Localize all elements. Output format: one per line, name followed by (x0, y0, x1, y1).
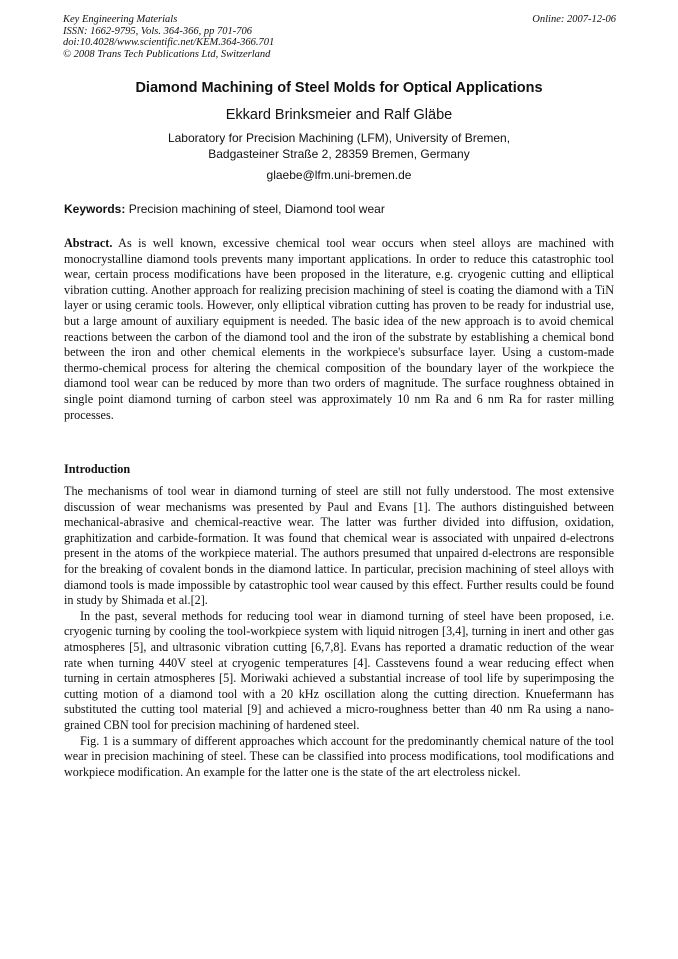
journal-name: Key Engineering Materials (63, 14, 178, 25)
abstract-text: As is well known, excessive chemical tool wear occurs when steel alloys are machined with monocrystalline diamond tools prevents many important applications. In order to reduce this catastrophic tool wear, certain process modifications have been proposed in the literature, e.g. cryogenic cutting and elliptical vibration cutting. Another approach for realizing precision machining of steel is coating the diamond with a TiN layer or using ceramic tools. However, only elliptical vibration cutting has proven to be ready for industrial use, but a large amount of auxiliary equipment is needed. The basic idea of the new approach is to avoid chemical reactions between the carbon of the diamond tool and the iron of the substrate by establishing a chemical bond between the iron and other chemical elements in the workpiece's subsurface layer. Using a custom-made thermo-chemical process for altering the chemical composition of the boundary layer of the workpiece the diamond tool wear can be reduced by more than two orders of magnitude. The surface roughness obtained in single point diamond turning of carbon steel was approximately 10 nm Ra and 6 nm Ra for raster milling processes. (64, 236, 614, 422)
affiliation (0, 131, 678, 162)
keywords-label: Keywords: (64, 202, 126, 216)
keywords (64, 202, 614, 216)
paper-authors: Ekkard Brinksmeier and Ralf Gläbe (225, 107, 453, 123)
author-email: glaebe@lfm.uni-bremen.de (266, 168, 412, 182)
abstract (64, 236, 614, 423)
introduction-paragraph-2: In the past, several methods for reducing tool wear in diamond turning of steel have been proposed, i.e. cryogenic turning by cooling the tool-workpiece system with liquid nitrogen [3,4], turning in inert and other gas atmospheres [5], and ultrasonic vibration cutting [6,7,8]. Evans has reported a dramatic reduction of the wear rate when turning 440V steel at cryogenic temperatures [4]. Casstevens found a wear reducing effect when turning in certain atmospheres [5]. Moriwaki achieved a substantial increase of tool life by superimposing the cutting motion of a diamond tool with a 20 kHz oscillation along the cutting direction. Knuefermann has substituted the cutting tool material [9] and achieved a micro-roughness better than 40 nm Ra using a nano-grained CBN tool for precision machining of hardened steel. (64, 608, 614, 732)
journal-issn: ISSN: 1662-9795, Vols. 364-366, pp 701-706 (63, 25, 252, 37)
abstract-label: Abstract. (64, 236, 113, 250)
journal-doi: doi:10.4028/www.scientific.net/KEM.364-366.701 (63, 37, 275, 48)
keywords-text: Precision machining of steel, Diamond tool wear (125, 202, 385, 216)
introduction-paragraph-1: The mechanisms of tool wear in diamond turning of steel are still not fully understood. The most extensive discussion of wear mechanisms was presented by Paul and Evans [1]. The authors distinguished between mechanical-abrasive and chemical-reactive wear. The latter was further divided into diffusion, oxidation, graphitization and carbide-formation. It was found that chemical wear is associated with unpaired d-electrons present in the atoms of the workpiece material. The authors presumed that unpaired d-electrons are responsible for the breaking of covalent bonds in the diamond lattice. In particular, precision machining of steel alloys with diamond tools is made impossible by catastrophic tool wear caused by this effect. Further results could be found in study by Shimada et al.[2]. (64, 484, 614, 608)
online-date: Online: 2007-12-06 (532, 14, 616, 25)
journal-copyright: © 2008 Trans Tech Publications Ltd, Switzerland (63, 48, 271, 60)
paper-title: Diamond Machining of Steel Molds for Optical Applications (135, 80, 543, 96)
introduction-paragraph-3: Fig. 1 is a summary of different approaches which account for the predominantly chemical nature of the tool wear in precision machining of steel. These can be classified into process modifications, tool modifications and workpiece modification. An example for the latter one is the state of the art electroless nickel. (64, 733, 614, 779)
journal-header (63, 14, 616, 60)
introduction-body (64, 484, 614, 780)
affiliation-line-2: Badgasteiner Straße 2, 28359 Bremen, Germany (208, 146, 470, 161)
affiliation-line-1: Laboratory for Precision Machining (LFM), University of Bremen, (167, 131, 511, 145)
introduction-heading: Introduction (64, 462, 131, 476)
